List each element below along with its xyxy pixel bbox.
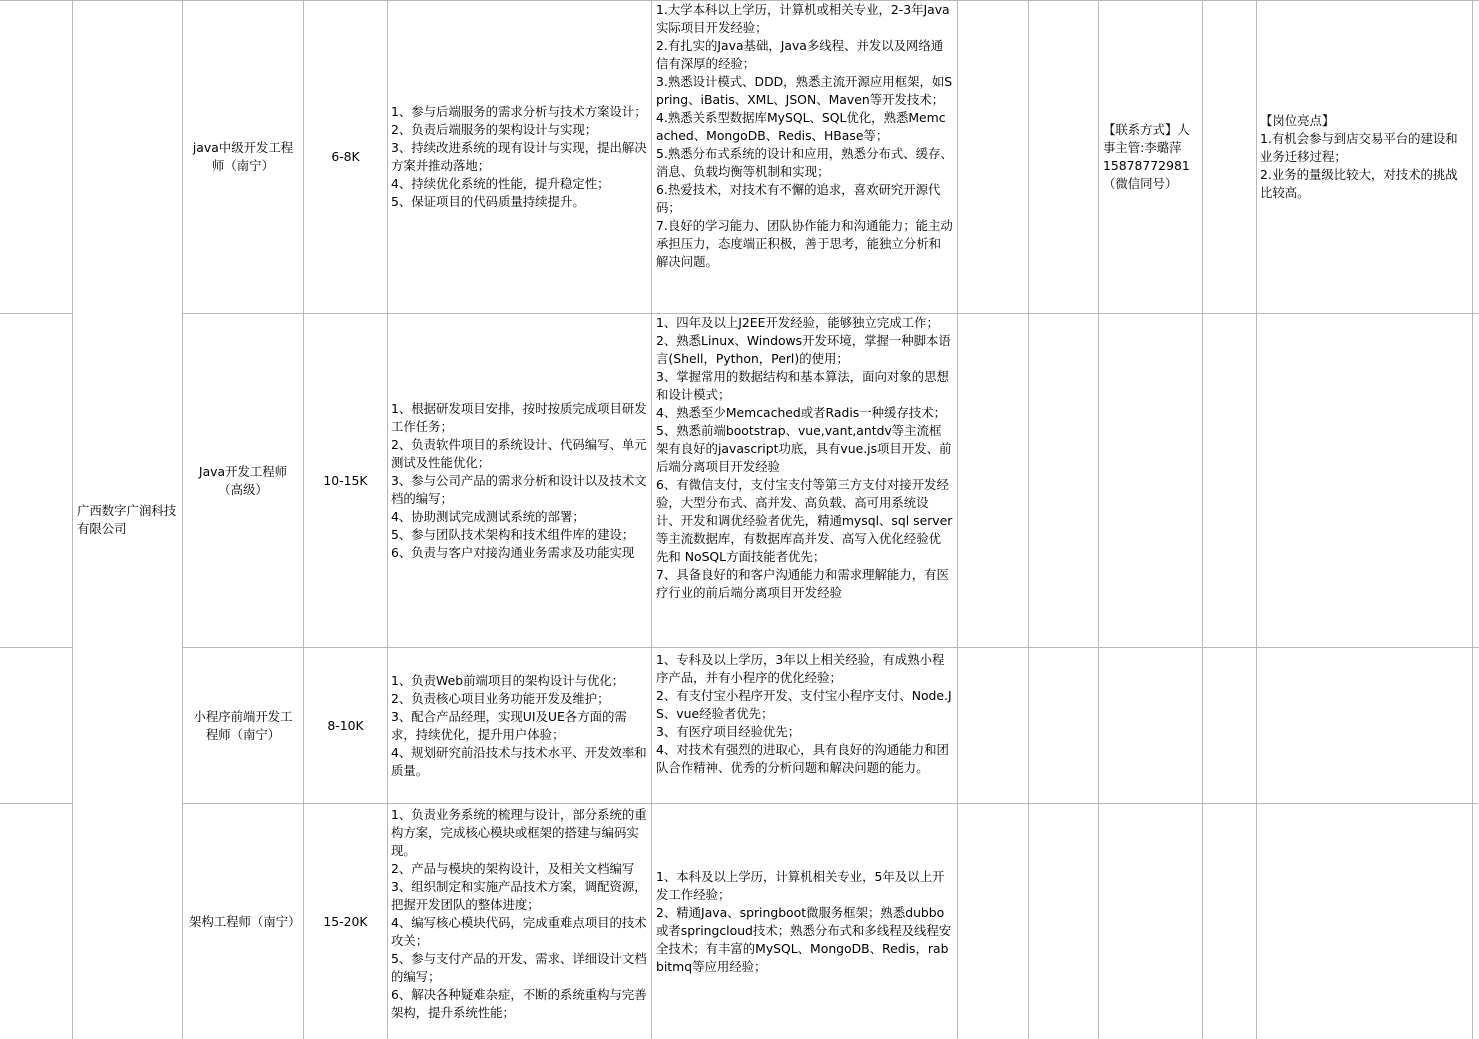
duty-line: 4、规划研究前沿技术与技术水平、开发效率和质量。 (391, 744, 647, 778)
contact-block (1103, 121, 1198, 193)
job-title: 架构工程师（南宁） (189, 913, 301, 929)
requirement-line: 1、本科及以上学历，计算机相关专业，5年及以上开发工作经验； (656, 868, 945, 902)
grid-col-line (1028, 0, 1029, 1039)
job-title-cell[interactable] (183, 648, 303, 803)
duty-line: 2、负责软件项目的系统设计、代码编写、单元测试及性能优化； (391, 436, 647, 470)
requirement-line: 3.熟悉设计模式、DDD，熟悉主流开源应用框架，如Spring、iBatis、XML、JSON、Maven等开发技术； (656, 74, 953, 107)
duties-cell[interactable] (388, 314, 651, 647)
requirements-list (656, 1, 953, 271)
highlights-cell[interactable] (1257, 1, 1472, 313)
grid-col-line (957, 0, 958, 1039)
duty-line: 3、组织制定和实施产品技术方案，调配资源，把握开发团队的整体进度； (391, 879, 647, 912)
duty-line: 5、保证项目的代码质量持续提升。 (391, 194, 585, 209)
requirement-line: 6、有微信支付，支付宝支付等第三方支付对接开发经验，大型分布式、高并发、高负载、高可用系统设计、开发和调优经验者优先，精通mysql、sql server等主流数据库，有数据库高并发、高写入优化经验优先和 NoSQL方面技能者优先； (656, 477, 953, 564)
salary: 15-20K (323, 913, 368, 929)
contact-note: （微信同号） (1103, 176, 1178, 191)
company-cell[interactable] (73, 0, 182, 1039)
duty-line: 1、根据研发项目安排，按时按质完成项目研发工作任务； (391, 400, 647, 434)
requirement-line: 1、专科及以上学历，3年以上相关经验，有成熟小程序产品，并有小程序的优化经验； (656, 652, 945, 685)
grid-col-line (1472, 0, 1473, 1039)
duties-cell[interactable] (388, 648, 651, 803)
duty-line: 3、参与公司产品的需求分析和设计以及技术文档的编写； (391, 472, 647, 506)
company-name: 广西数字广润科技有限公司 (77, 502, 177, 536)
duty-line: 3、配合产品经理，实现UI及UE各方面的需求，持续优化，提升用户体验； (391, 708, 627, 742)
requirement-line: 1、四年及以上J2EE开发经验，能够独立完成工作； (656, 315, 939, 330)
duty-line: 4、编写核心模块代码，完成重难点项目的技术攻关； (391, 915, 647, 948)
requirement-line: 3、掌握常用的数据结构和基本算法，面向对象的思想和设计模式； (656, 369, 949, 402)
duties-list (391, 400, 648, 562)
requirements-cell[interactable] (652, 804, 957, 1039)
duty-line: 2、负责后端服务的架构设计与实现； (391, 122, 598, 137)
job-title: java中级开发工程师（南宁） (192, 140, 294, 173)
job-title: 小程序前端开发工程师（南宁） (193, 708, 293, 742)
duty-line: 2、负责核心项目业务功能开发及维护； (391, 690, 610, 706)
requirements-cell[interactable] (652, 648, 957, 803)
requirement-line: 3、有医疗项目经验优先； (656, 724, 801, 739)
duty-line: 6、解决各种疑难杂症，不断的系统重构与完善架构，提升系统性能； (391, 987, 647, 1020)
requirements-cell[interactable] (652, 314, 957, 647)
contact-label: 【联系方式】人事主管:李璐萍 (1103, 122, 1190, 155)
duty-line: 1、负责Web前端项目的架构设计与优化； (391, 672, 625, 688)
requirement-line: 4.熟悉关系型数据库MySQL、SQL优化，熟悉Memcached、MongoDB、Redis、HBase等； (656, 110, 946, 143)
requirement-line: 5、熟悉前端bootstrap、vue,vant,antdv等主流框架有良好的javascript功底，具有vue.js项目开发、前后端分离项目开发经验 (656, 423, 952, 474)
contact-phone: 15878772981 (1103, 158, 1190, 173)
salary: 8-10K (327, 717, 364, 733)
requirement-line: 6.热爱技术，对技术有不懈的追求，喜欢研究开源代码； (656, 182, 941, 215)
highlight-line: 2.业务的量级比较大，对技术的挑战比较高。 (1260, 167, 1458, 200)
salary-cell[interactable] (304, 1, 387, 313)
duty-line: 4、协助测试完成测试系统的部署； (391, 508, 585, 524)
job-title-cell[interactable] (183, 804, 303, 1039)
job-title-cell[interactable] (183, 1, 303, 313)
duty-line: 3、持续改进系统的现有设计与实现，提出解决方案并推动落地； (391, 140, 647, 173)
requirements-list (656, 651, 953, 777)
job-title-cell[interactable] (183, 314, 303, 647)
requirement-line: 2、熟悉Linux、Windows开发环境，掌握一种脚本语言(Shell，Python，Perl)的使用； (656, 333, 951, 366)
grid-row-line (0, 647, 72, 648)
duty-line: 5、参与支付产品的开发、需求、详细设计文档的编写； (391, 951, 647, 984)
salary: 10-15K (323, 472, 368, 488)
highlight-line: 1.有机会参与到店交易平台的建设和业务迁移过程； (1260, 131, 1458, 164)
requirement-line: 2.有扎实的Java基础，Java多线程、并发以及网络通信有深厚的经验； (656, 38, 944, 71)
job-title: Java开发工程师（高级） (198, 463, 288, 497)
requirement-line: 2、有支付宝小程序开发、支付宝小程序支付、Node.JS、vue经验者优先； (656, 688, 952, 721)
duty-line: 6、负责与客户对接沟通业务需求及功能实现 (391, 544, 635, 560)
requirement-line: 4、熟悉至少Memcached或者Radis一种缓存技术； (656, 405, 946, 420)
requirement-line: 7.良好的学习能力、团队协作能力和沟通能力；能主动承担压力，态度端正积极，善于思考，能独立分析和解决问题。 (656, 218, 953, 269)
salary-cell[interactable] (304, 804, 387, 1039)
requirement-line: 5.熟悉分布式系统的设计和应用，熟悉分布式、缓存、消息、负载均衡等机制和实现； (656, 146, 953, 179)
duties-list (391, 103, 648, 211)
duties-list (391, 806, 648, 1022)
requirement-line: 2、精通Java、springboot微服务框架；熟悉dubbo或者springcloud技术；熟悉分布式和多线程及线程安全技术；有丰富的MySQL、MongoDB、Redis，rabbitmq等应用经验； (656, 904, 952, 974)
requirement-line: 1.大学本科以上学历，计算机或相关专业，2-3年Java实际项目开发经验； (656, 2, 950, 35)
grid-row-line (0, 313, 72, 314)
grid-row-line (0, 803, 72, 804)
duties-cell[interactable] (388, 1, 651, 313)
requirements-list (656, 314, 953, 602)
salary-cell[interactable] (304, 648, 387, 803)
contact-cell[interactable] (1099, 1, 1202, 313)
duty-line: 1、负责业务系统的梳理与设计，部分系统的重构方案，完成核心模块或框架的搭建与编码实现。 (391, 807, 647, 858)
highlights-block (1260, 112, 1469, 202)
salary-cell[interactable] (304, 314, 387, 647)
highlights-title: 【岗位亮点】 (1260, 113, 1335, 128)
requirement-line: 7、具备良好的和客户沟通能力和需求理解能力，有医疗行业的前后端分离项目开发经验 (656, 567, 949, 600)
duty-line: 5、参与团队技术架构和技术组件库的建设； (391, 526, 635, 542)
requirement-line: 4、对技术有强烈的进取心，具有良好的沟通能力和团队合作精神、优秀的分析问题和解决问题的能力。 (656, 742, 949, 775)
salary: 6-8K (331, 149, 360, 164)
duty-line: 1、参与后端服务的需求分析与技术方案设计； (391, 104, 647, 119)
duties-list (391, 672, 648, 780)
grid-col-line (1202, 0, 1203, 1039)
requirements-cell[interactable] (652, 1, 957, 313)
duty-line: 4、持续优化系统的性能，提升稳定性； (391, 176, 610, 191)
duty-line: 2、产品与模块的架构设计，及相关文档编写 (391, 861, 635, 876)
requirements-list (656, 868, 953, 976)
duties-cell[interactable] (388, 804, 651, 1039)
